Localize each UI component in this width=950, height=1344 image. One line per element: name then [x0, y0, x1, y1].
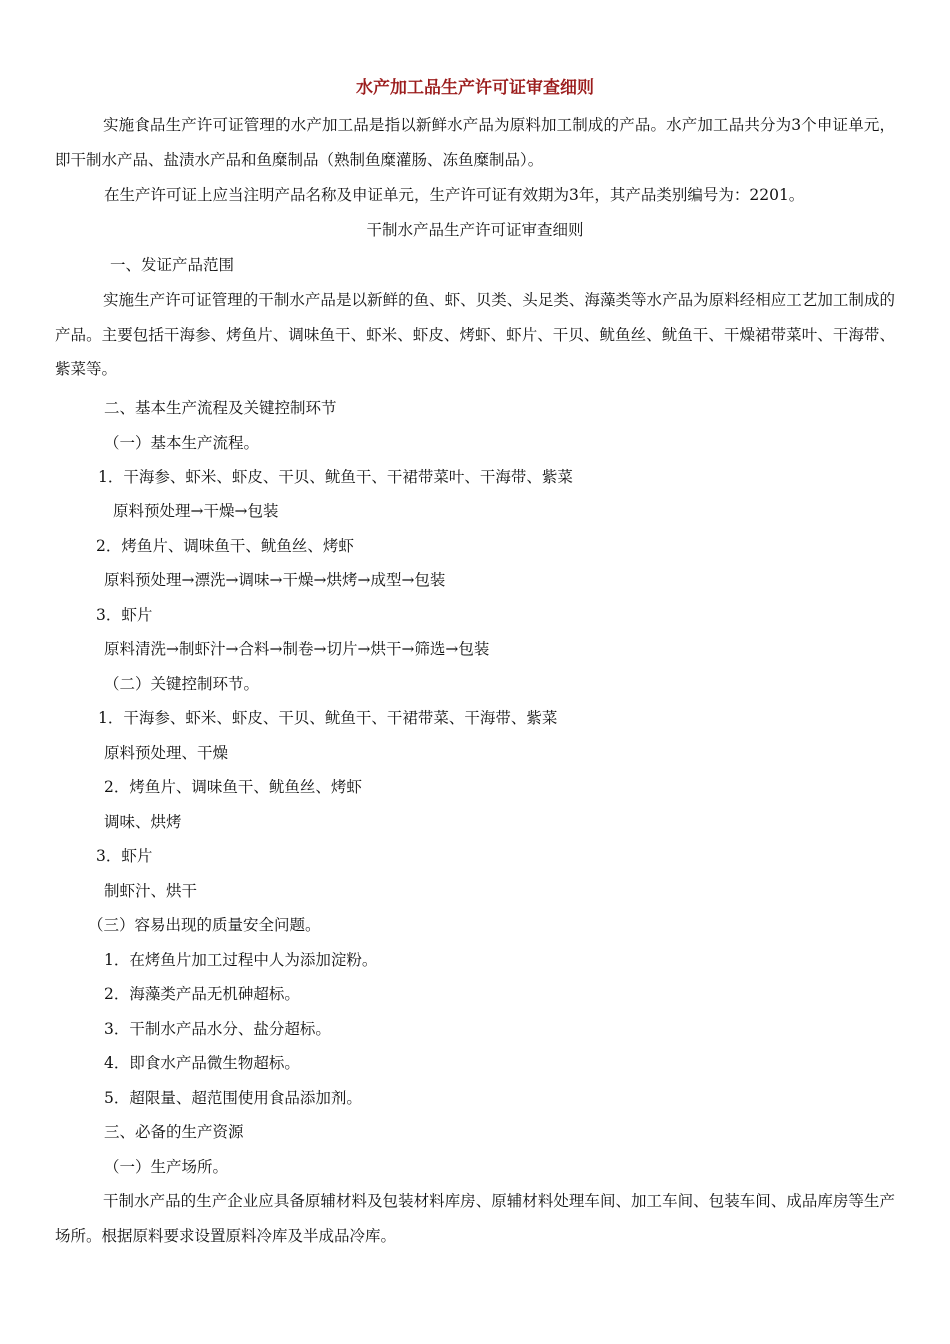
control-1-title: 1．干海参、虾米、虾皮、干贝、鱿鱼干、干裙带菜、干海带、紫菜 — [98, 709, 558, 727]
flow-1-steps: 原料预处理→干燥→包装 — [113, 502, 279, 520]
issue-1: 1．在烤鱼片加工过程中人为添加淀粉。 — [104, 951, 378, 969]
flow-2-steps: 原料预处理→漂洗→调味→干燥→烘烤→成型→包装 — [104, 571, 446, 589]
section-2-sub-2: （二）关键控制环节。 — [104, 675, 260, 693]
section-subtitle: 干制水产品生产许可证审查细则 — [366, 221, 584, 239]
flow-1-title: 1．干海参、虾米、虾皮、干贝、鱿鱼干、干裙带菜叶、干海带、紫菜 — [98, 468, 573, 486]
control-2-points: 调味、烘烤 — [104, 813, 182, 831]
section-3-body: 干制水产品的生产企业应具备原辅材料及包装材料库房、原辅材料处理车间、加工车间、包装车间、成品库房等生产场所。根据原料要求设置原料冷库及半成品冷库。 — [55, 1192, 895, 1245]
intro-paragraph-1: 实施食品生产许可证管理的水产加工品是指以新鲜水产品为原料加工制成的产品。水产加工品共分为3个申证单元，即干制水产品、盐渍水产品和鱼糜制品（熟制鱼糜灌肠、冻鱼糜制品）。 — [55, 116, 895, 169]
control-3-title: 3．虾片 — [96, 847, 153, 865]
flow-3-title: 3．虾片 — [96, 606, 153, 624]
flow-2-title: 2．烤鱼片、调味鱼干、鱿鱼丝、烤虾 — [96, 537, 354, 555]
section-1-body: 实施生产许可证管理的干制水产品是以新鲜的鱼、虾、贝类、头足类、海藻类等水产品为原料经相应工艺加工制成的产品。主要包括干海参、烤鱼片、调味鱼干、虾米、虾皮、烤虾、虾片、干贝、鱿鱼丝、鱿鱼干、干燥裙带菜叶、干海带、紫菜等。 — [55, 291, 895, 378]
section-2-sub-1: （一）基本生产流程。 — [104, 434, 260, 452]
issue-2: 2．海藻类产品无机砷超标。 — [104, 985, 300, 1003]
intro-paragraph-2: 在生产许可证上应当注明产品名称及申证单元，生产许可证有效期为3年，其产品类别编号为：2201。 — [104, 186, 805, 204]
document-title: 水产加工品生产许可证审查细则 — [356, 78, 594, 98]
issue-3: 3．干制水产品水分、盐分超标。 — [104, 1020, 331, 1038]
issue-4: 4．即食水产品微生物超标。 — [104, 1054, 300, 1072]
section-2-sub-3: （三）容易出现的质量安全问题。 — [88, 916, 321, 934]
section-3-sub-1: （一）生产场所。 — [104, 1158, 229, 1176]
section-3-heading: 三、必备的生产资源 — [104, 1123, 244, 1141]
section-2-heading: 二、基本生产流程及关键控制环节 — [104, 399, 337, 417]
control-2-title: 2．烤鱼片、调味鱼干、鱿鱼丝、烤虾 — [104, 778, 362, 796]
section-1-heading: 一、发证产品范围 — [110, 256, 235, 274]
control-1-points: 原料预处理、干燥 — [104, 744, 229, 762]
flow-3-steps: 原料清洗→制虾汁→合料→制卷→切片→烘干→筛选→包装 — [104, 640, 490, 658]
issue-5: 5．超限量、超范围使用食品添加剂。 — [104, 1089, 362, 1107]
control-3-points: 制虾汁、烘干 — [104, 882, 198, 900]
